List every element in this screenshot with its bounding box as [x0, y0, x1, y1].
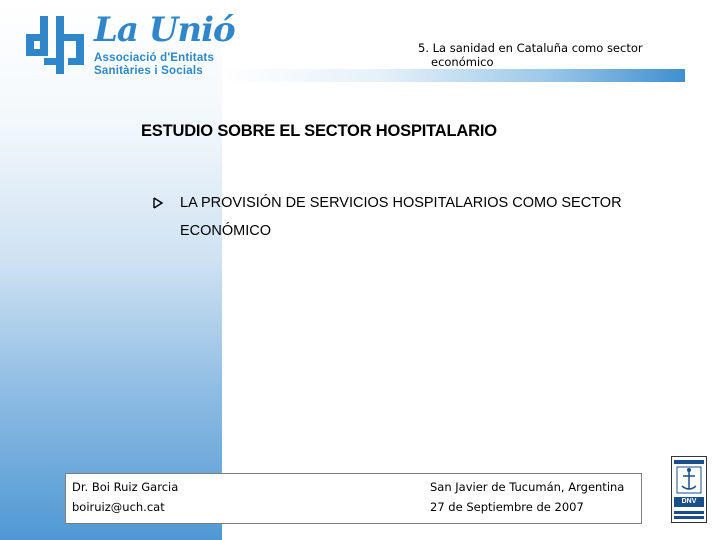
author-name: Dr. Boi Ruiz Garcia: [72, 480, 179, 494]
certification-seal-icon: [672, 458, 706, 496]
logo-subtitle-line1: Associació d'Entitats: [94, 52, 215, 64]
event-date: 27 de Septiembre de 2007: [430, 500, 584, 514]
author-email[interactable]: boiruiz@uch.cat: [72, 500, 165, 514]
cert-band: [674, 516, 704, 519]
logo-mark-icon: [18, 12, 90, 78]
arrow-bullet-icon: [152, 189, 164, 213]
page-title: ESTUDIO SOBRE EL SECTOR HOSPITALARIO: [141, 122, 497, 140]
event-place: San Javier de Tucumán, Argentina: [430, 480, 625, 494]
footer-info-box: [65, 473, 642, 524]
la-unio-logo: [18, 10, 235, 82]
certification-badge: [671, 456, 707, 523]
section-title-line1: 5. La sanidad en Cataluña como sector: [418, 41, 643, 55]
section-title: [418, 41, 678, 69]
section-title-line2: económico: [431, 55, 494, 69]
logo-subtitle-line2: Sanitàries i Socials: [94, 65, 203, 77]
dnv-label: DNV: [674, 497, 704, 507]
cert-band: [674, 511, 704, 514]
logo-name: La Unió: [94, 10, 235, 50]
bullet-text: LA PROVISIÓN DE SERVICIOS HOSPITALARIOS COMO SECTOR ECONÓMICO: [180, 195, 622, 239]
header-gradient-bar: [222, 69, 685, 82]
